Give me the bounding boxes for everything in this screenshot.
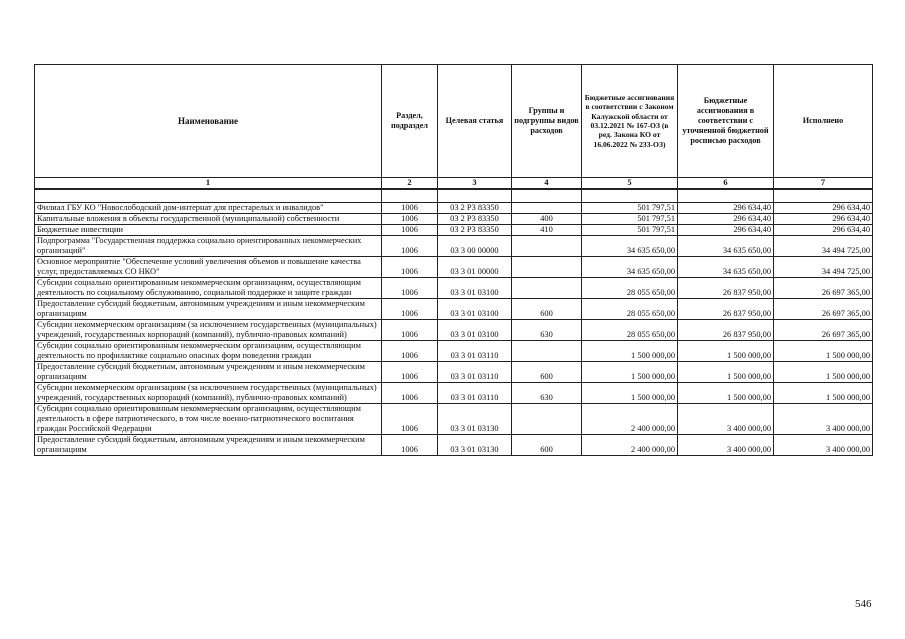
row-executed: 26 697 365,00 bbox=[774, 320, 873, 341]
row-refined-budget: 3 400 000,00 bbox=[678, 404, 774, 435]
row-target: 03 3 01 03100 bbox=[438, 278, 512, 299]
row-group bbox=[512, 404, 582, 435]
row-law-budget: 1 500 000,00 bbox=[582, 362, 678, 383]
row-section: 1006 bbox=[382, 320, 438, 341]
row-name: Бюджетные инвестиции bbox=[35, 225, 382, 236]
table-row bbox=[35, 404, 873, 435]
table-row bbox=[35, 225, 873, 236]
row-refined-budget: 3 400 000,00 bbox=[678, 435, 774, 456]
row-section: 1006 bbox=[382, 257, 438, 278]
row-refined-budget: 1 500 000,00 bbox=[678, 383, 774, 404]
budget-table bbox=[34, 64, 873, 456]
row-target: 03 3 01 03110 bbox=[438, 362, 512, 383]
row-executed: 296 634,40 bbox=[774, 225, 873, 236]
row-law-budget: 501 797,51 bbox=[582, 203, 678, 214]
row-section: 1006 bbox=[382, 278, 438, 299]
row-name: Предоставление субсидий бюджетным, автономным учреждениям и иным некоммерческим организациям bbox=[35, 299, 382, 320]
row-law-budget: 1 500 000,00 bbox=[582, 383, 678, 404]
row-executed: 1 500 000,00 bbox=[774, 341, 873, 362]
table-body bbox=[35, 189, 873, 456]
row-section: 1006 bbox=[382, 214, 438, 225]
column-number-row bbox=[35, 178, 873, 190]
row-executed: 1 500 000,00 bbox=[774, 383, 873, 404]
row-law-budget: 28 055 650,00 bbox=[582, 320, 678, 341]
row-section: 1006 bbox=[382, 225, 438, 236]
table-row bbox=[35, 435, 873, 456]
header-refined-budget: Бюджетные ассигнования в соответствии с уточненной бюджетной росписью расходов bbox=[678, 65, 774, 178]
table-row bbox=[35, 203, 873, 214]
row-executed: 26 697 365,00 bbox=[774, 299, 873, 320]
row-executed: 296 634,40 bbox=[774, 203, 873, 214]
row-name: Капитальные вложения в объекты государственной (муниципальной) собственности bbox=[35, 214, 382, 225]
row-refined-budget: 296 634,40 bbox=[678, 225, 774, 236]
row-executed: 3 400 000,00 bbox=[774, 435, 873, 456]
row-name: Субсидии социально ориентированным некоммерческим организациям, осуществляющим деятельность по социальному обслуживанию, социальной поддержке и защите граждан bbox=[35, 278, 382, 299]
row-name: Субсидии некоммерческим организациям (за исключением государственных (муниципальных) учреждений, государственных корпораций (компаний), публично-правовых компаний) bbox=[35, 383, 382, 404]
row-group bbox=[512, 278, 582, 299]
row-section: 1006 bbox=[382, 362, 438, 383]
row-target: 03 3 01 03110 bbox=[438, 383, 512, 404]
row-law-budget: 2 400 000,00 bbox=[582, 435, 678, 456]
row-refined-budget: 26 837 950,00 bbox=[678, 320, 774, 341]
row-law-budget: 501 797,51 bbox=[582, 214, 678, 225]
row-law-budget: 34 635 650,00 bbox=[582, 257, 678, 278]
row-executed: 296 634,40 bbox=[774, 214, 873, 225]
row-target: 03 2 P3 83350 bbox=[438, 225, 512, 236]
column-number: 1 bbox=[35, 178, 382, 190]
row-target: 03 2 P3 83350 bbox=[438, 214, 512, 225]
row-refined-budget: 34 635 650,00 bbox=[678, 257, 774, 278]
row-target: 03 3 01 03110 bbox=[438, 341, 512, 362]
header-section: Раздел, подраздел bbox=[382, 65, 438, 178]
row-executed: 3 400 000,00 bbox=[774, 404, 873, 435]
row-law-budget: 34 635 650,00 bbox=[582, 236, 678, 257]
row-law-budget: 28 055 650,00 bbox=[582, 299, 678, 320]
column-number: 3 bbox=[438, 178, 512, 190]
row-refined-budget: 34 635 650,00 bbox=[678, 236, 774, 257]
row-section: 1006 bbox=[382, 383, 438, 404]
table-header-row bbox=[35, 65, 873, 178]
table-row bbox=[35, 278, 873, 299]
row-name: Субсидии социально ориентированным некоммерческим организациям, осуществляющим деятельность по профилактике социально опасных форм поведения граждан bbox=[35, 341, 382, 362]
row-refined-budget: 1 500 000,00 bbox=[678, 341, 774, 362]
row-section: 1006 bbox=[382, 299, 438, 320]
row-name: Предоставление субсидий бюджетным, автономным учреждениям и иным некоммерческим организациям bbox=[35, 362, 382, 383]
row-refined-budget: 296 634,40 bbox=[678, 214, 774, 225]
table-row bbox=[35, 341, 873, 362]
row-target: 03 3 00 00000 bbox=[438, 236, 512, 257]
row-target: 03 3 01 03130 bbox=[438, 435, 512, 456]
row-group: 630 bbox=[512, 383, 582, 404]
row-refined-budget: 1 500 000,00 bbox=[678, 362, 774, 383]
column-number: 7 bbox=[774, 178, 873, 190]
row-law-budget: 28 055 650,00 bbox=[582, 278, 678, 299]
row-executed: 34 494 725,00 bbox=[774, 257, 873, 278]
row-name: Субсидии некоммерческим организациям (за исключением государственных (муниципальных) учреждений, государственных корпораций (компаний), публично-правовых компаний) bbox=[35, 320, 382, 341]
row-refined-budget: 26 837 950,00 bbox=[678, 299, 774, 320]
row-section: 1006 bbox=[382, 236, 438, 257]
column-number: 6 bbox=[678, 178, 774, 190]
header-name: Наименование bbox=[35, 65, 382, 178]
row-group: 400 bbox=[512, 214, 582, 225]
row-name: Основное мероприятие "Обеспечение условий увеличения объемов и повышение качества услуг, предоставляемых СО НКО" bbox=[35, 257, 382, 278]
row-section: 1006 bbox=[382, 341, 438, 362]
row-target: 03 3 01 03100 bbox=[438, 299, 512, 320]
row-target: 03 3 01 03100 bbox=[438, 320, 512, 341]
header-target: Целевая статья bbox=[438, 65, 512, 178]
row-group bbox=[512, 257, 582, 278]
row-group bbox=[512, 341, 582, 362]
column-number: 2 bbox=[382, 178, 438, 190]
column-number: 4 bbox=[512, 178, 582, 190]
row-group: 600 bbox=[512, 362, 582, 383]
row-target: 03 2 P3 83350 bbox=[438, 203, 512, 214]
row-section: 1006 bbox=[382, 203, 438, 214]
row-law-budget: 1 500 000,00 bbox=[582, 341, 678, 362]
row-executed: 34 494 725,00 bbox=[774, 236, 873, 257]
header-executed: Исполнено bbox=[774, 65, 873, 178]
row-refined-budget: 296 634,40 bbox=[678, 203, 774, 214]
row-name: Предоставление субсидий бюджетным, автономным учреждениям и иным некоммерческим организациям bbox=[35, 435, 382, 456]
header-groups: Группы и подгруппы видов расходов bbox=[512, 65, 582, 178]
spacer-row bbox=[35, 189, 873, 203]
table-row bbox=[35, 257, 873, 278]
table-row bbox=[35, 362, 873, 383]
row-section: 1006 bbox=[382, 404, 438, 435]
row-group: 410 bbox=[512, 225, 582, 236]
row-group: 630 bbox=[512, 320, 582, 341]
row-name: Субсидии социально ориентированным некоммерческим организациям, осуществляющим деятельность в сфере патриотического, в том числе военно-патриотического воспитания граждан Российской Федерации bbox=[35, 404, 382, 435]
row-law-budget: 501 797,51 bbox=[582, 225, 678, 236]
table-row bbox=[35, 236, 873, 257]
table-row bbox=[35, 299, 873, 320]
row-group: 600 bbox=[512, 435, 582, 456]
row-name: Филиал ГБУ КО "Новослободский дом-интернат для престарелых и инвалидов" bbox=[35, 203, 382, 214]
column-number: 5 bbox=[582, 178, 678, 190]
table-row bbox=[35, 383, 873, 404]
row-target: 03 3 01 00000 bbox=[438, 257, 512, 278]
row-executed: 26 697 365,00 bbox=[774, 278, 873, 299]
table-row bbox=[35, 320, 873, 341]
row-refined-budget: 26 837 950,00 bbox=[678, 278, 774, 299]
row-section: 1006 bbox=[382, 435, 438, 456]
header-law-budget: Бюджетные ассигнования в соответствии с Законом Калужской области от 03.12.2021 № 167-ОЗ (в ред. Закона КО от 16.06.2022 № 233-ОЗ) bbox=[582, 65, 678, 178]
row-group bbox=[512, 203, 582, 214]
table-row bbox=[35, 214, 873, 225]
row-group bbox=[512, 236, 582, 257]
row-law-budget: 2 400 000,00 bbox=[582, 404, 678, 435]
row-group: 600 bbox=[512, 299, 582, 320]
row-name: Подпрограмма "Государственная поддержка социально ориентированных некоммерческих организаций" bbox=[35, 236, 382, 257]
row-target: 03 3 01 03130 bbox=[438, 404, 512, 435]
row-executed: 1 500 000,00 bbox=[774, 362, 873, 383]
page-number: 546 bbox=[855, 598, 872, 610]
